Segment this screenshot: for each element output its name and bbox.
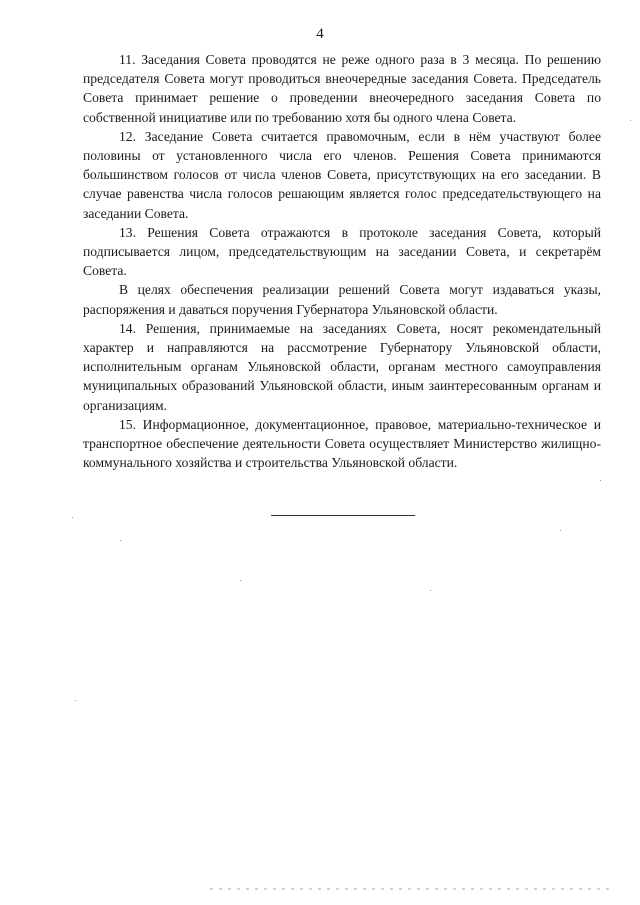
paragraph-15: 15. Информационное, документационное, правовое, материально-техническое и транспортное обеспечение деятельности Совета осуществляет Министерство жилищно-коммунального хозяйства и строительства Ульяновской области.	[83, 416, 601, 471]
paragraph-13: 13. Решения Совета отражаются в протоколе заседания Совета, который подписывается лицом, председательствующим на заседании Совета, и секретарём Совета.	[83, 224, 601, 279]
page-number: 4	[316, 26, 324, 42]
paragraph-12: 12. Заседание Совета считается правомочным, если в нём участвуют более половины от установленного числа его членов. Решения Совета принимаются большинством голосов от числа членов Совета, присутствующих на его заседании. В случае равенства числа голосов решающим является голос председательствующего на заседании Совета.	[83, 128, 601, 221]
scan-noise-line	[210, 888, 610, 890]
scan-speck	[600, 480, 601, 481]
scan-speck	[430, 590, 431, 591]
paragraph-11: 11. Заседания Совета проводятся не реже одного раза в 3 месяца. По решению председателя Совета могут проводиться внеочередные заседания Совета. Председатель Совета принимает решение о проведении внеочередного заседания Совета по собственной инициативе или по требованию хотя бы одного члена Совета.	[83, 52, 601, 125]
document-body	[83, 50, 601, 472]
paragraph-14: 14. Решения, принимаемые на заседаниях Совета, носят рекомендательный характер и направляются на рассмотрение Губернатору Ульяновской области, исполнительным органам Ульяновской области, органам местного самоуправления муниципальных образований Ульяновской области, иным заинтересованным органам и организациям.	[83, 320, 601, 413]
scan-speck	[240, 580, 241, 581]
scan-speck	[75, 700, 76, 701]
scan-speck	[630, 120, 631, 121]
scan-speck	[72, 517, 73, 518]
scan-speck	[120, 540, 121, 541]
paragraph-13-continuation: В целях обеспечения реализации решений Совета могут издаваться указы, распоряжения и даваться поручения Губернатора Ульяновской области.	[83, 282, 601, 317]
end-of-document-separator	[271, 515, 415, 516]
scan-speck	[560, 530, 561, 531]
